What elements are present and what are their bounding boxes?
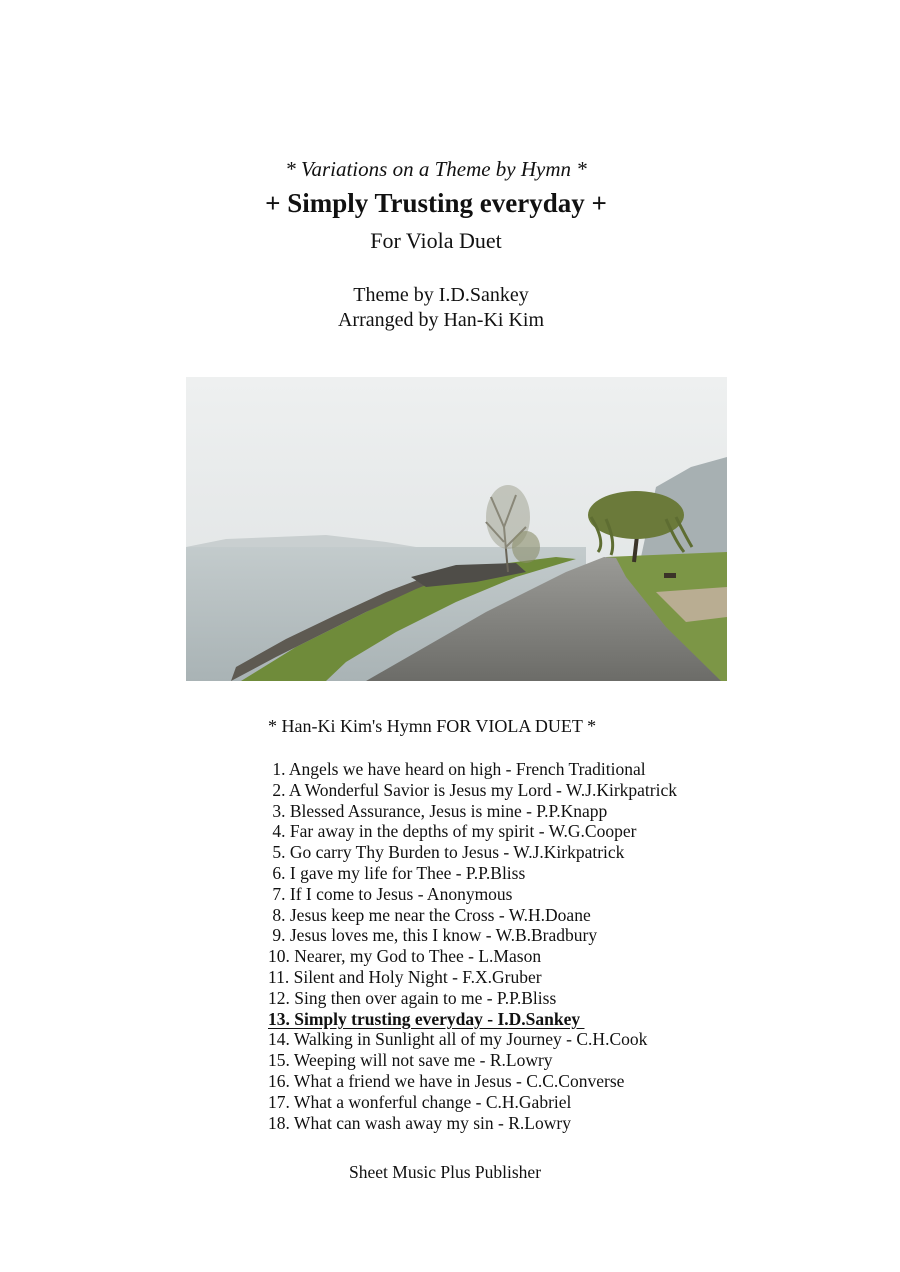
song-item: 15. Weeping will not save me - R.Lowry: [268, 1050, 553, 1071]
song-item: 1. Angels we have heard on high - French Traditional: [268, 759, 646, 779]
series-subtitle: * Variations on a Theme by Hymn *: [285, 157, 587, 181]
song-item: 11. Silent and Holy Night - F.X.Gruber: [268, 966, 542, 987]
bench: [664, 573, 676, 578]
publisher-credit: Sheet Music Plus Publisher: [349, 1162, 542, 1182]
theme-credit: Theme by I.D.Sankey: [353, 284, 529, 306]
song-item: 14. Walking in Sunlight all of my Journey - C.H.Cook: [268, 1029, 648, 1050]
song-item: 2. A Wonderful Savior is Jesus my Lord - W.J.Kirkpatrick: [268, 779, 678, 800]
song-item: 17. What a wonferful change - C.H.Gabriel: [268, 1091, 572, 1112]
arranger-credit: Arranged by Han-Ki Kim: [337, 309, 545, 331]
song-item-current: 13. Simply trusting everyday - I.D.Sankey: [268, 1008, 585, 1029]
song-item: 5. Go carry Thy Burden to Jesus - W.J.Kirkpatrick: [268, 842, 625, 863]
song-item: 10. Nearer, my God to Thee - L.Mason: [268, 946, 542, 967]
small-tree: [512, 531, 540, 563]
song-item: 3. Blessed Assurance, Jesus is mine - P.P.Knapp: [268, 800, 608, 821]
page-title: + Simply Trusting everyday +: [265, 188, 607, 218]
song-item: 6. I gave my life for Thee - P.P.Bliss: [268, 862, 526, 883]
song-item: 7. If I come to Jesus - Anonymous: [268, 883, 513, 904]
lakeside-path-illustration: [186, 377, 727, 681]
willow-canopy: [588, 491, 684, 539]
song-item: 16. What a friend we have in Jesus - C.C.Converse: [268, 1070, 625, 1091]
song-item: 8. Jesus keep me near the Cross - W.H.Doane: [268, 904, 591, 925]
song-list: [268, 759, 677, 1133]
instrumentation: For Viola Duet: [370, 228, 502, 253]
collection-heading: * Han-Ki Kim's Hymn FOR VIOLA DUET *: [268, 716, 597, 736]
song-item: 18. What can wash away my sin - R.Lowry: [268, 1112, 571, 1133]
song-item: 12. Sing then over again to me - P.P.Bliss: [268, 987, 557, 1008]
cover-photo: [186, 377, 727, 681]
song-item: 9. Jesus loves me, this I know - W.B.Bradbury: [268, 925, 598, 946]
song-item: 4. Far away in the depths of my spirit - W.G.Cooper: [268, 821, 637, 842]
